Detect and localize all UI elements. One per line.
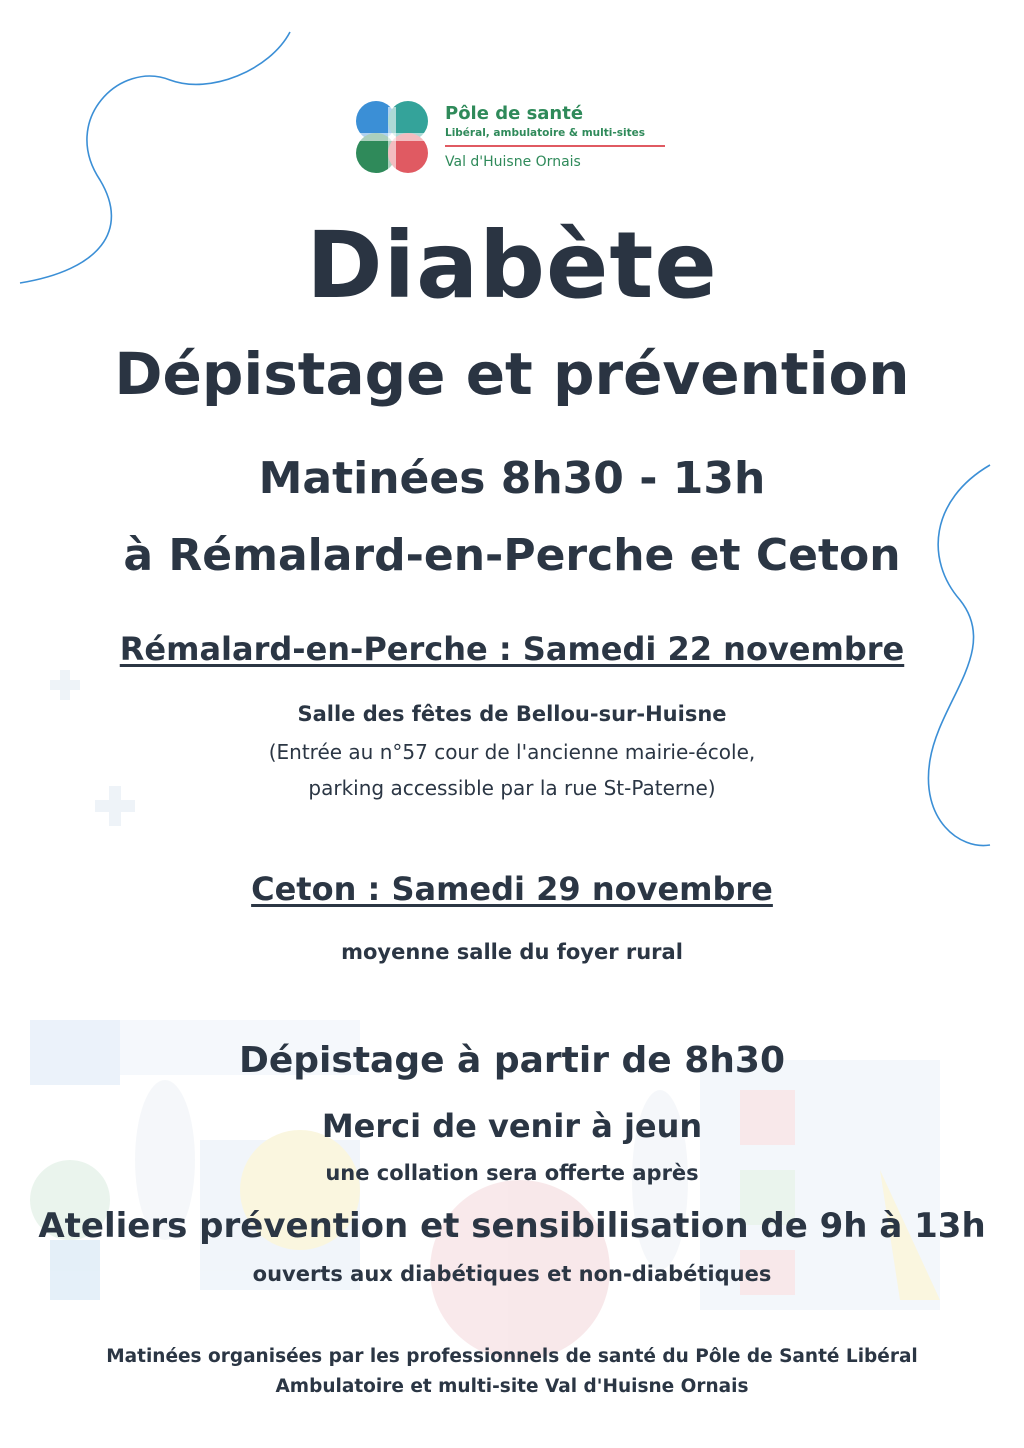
places-heading: à Rémalard-en-Perche et Ceton bbox=[123, 530, 901, 581]
snack-notice: une collation sera offerte après bbox=[325, 1161, 699, 1185]
event-remalard-venue: Salle des fêtes de Bellou-sur-Huisne bbox=[297, 702, 727, 726]
pole-sante-logo bbox=[350, 97, 680, 182]
logo-subtitle: Libéral, ambulatoire & multi-sites bbox=[445, 127, 645, 139]
event-remalard-header: Rémalard-en-Perche : Samedi 22 novembre bbox=[119, 630, 905, 668]
footer-line1: Matinées organisées par les professionnels de santé du Pôle de Santé Libéral bbox=[106, 1346, 918, 1367]
event-remalard-note-line2: parking accessible par la rue St-Paterne) bbox=[308, 776, 716, 800]
workshops-audience: ouverts aux diabétiques et non-diabétiques bbox=[252, 1262, 772, 1286]
footer-line2: Ambulatoire et multi-site Val d'Huisne Ornais bbox=[275, 1376, 749, 1397]
page-title: Diabète bbox=[306, 212, 718, 319]
page-subtitle: Dépistage et prévention bbox=[114, 340, 910, 408]
clover-logo-icon bbox=[350, 97, 435, 182]
event-ceton-header: Ceton : Samedi 29 novembre bbox=[251, 870, 773, 908]
fasting-notice: Merci de venir à jeun bbox=[321, 1107, 703, 1145]
organizer-footer bbox=[0, 1342, 1024, 1402]
logo-title: Pôle de santé bbox=[445, 103, 584, 124]
logo-place: Val d'Huisne Ornais bbox=[445, 154, 581, 170]
event-remalard-note-line1: (Entrée au n°57 cour de l'ancienne mairie-école, bbox=[268, 740, 756, 764]
logo-divider bbox=[445, 145, 665, 147]
event-ceton-venue: moyenne salle du foyer rural bbox=[341, 940, 683, 964]
workshops-heading: Ateliers prévention et sensibilisation de 9h à 13h bbox=[38, 1206, 986, 1246]
screening-time: Dépistage à partir de 8h30 bbox=[238, 1040, 786, 1081]
hours-heading: Matinées 8h30 - 13h bbox=[258, 453, 766, 504]
